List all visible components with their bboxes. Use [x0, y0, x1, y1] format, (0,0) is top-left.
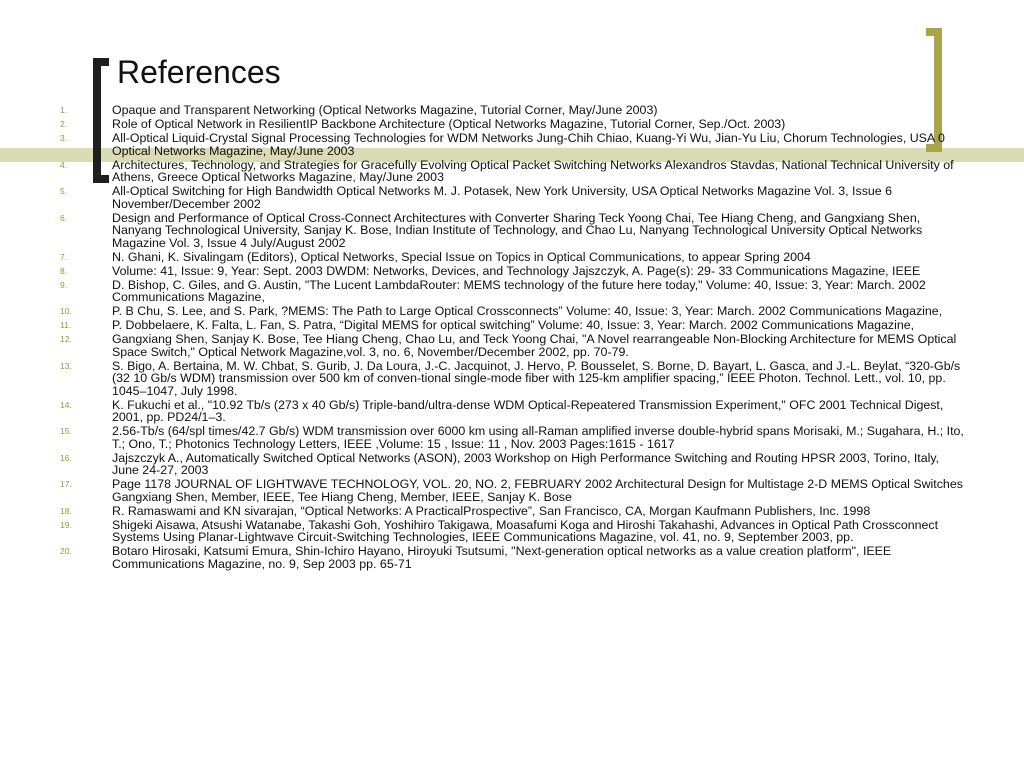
reference-item: [60, 425, 965, 450]
reference-number: 15.: [60, 426, 72, 436]
reference-text: Botaro Hirosaki, Katsumi Emura, Shin-Ichiro Hayano, Hiroyuki Tsutsumi, "Next-generation optical networks as a value creation platform", IEEE Communications Magazine, no. 9, Sep 2003 pp. 65-71: [112, 544, 892, 571]
reference-text: S. Bigo, A. Bertaina, M. W. Chbat, S. Gurib, J. Da Loura, J.-C. Jacquinot, J. Hervo, P. Bousselet, S. Borne, D. Bayart, L. Gasca, and J.-L. Beylat, “320-Gb/s (32 10 Gb/s WDM) transmission over 500 km of conven-tional single-mode fiber with 125-km amplifier spacing,” IEEE Photon. Technol. Lett., vol. 10, pp. 1045–1047, July 1998.: [112, 358, 961, 398]
reference-text: P. Dobbelaere, K. Falta, L. Fan, S. Patra, “Digital MEMS for optical switching” Volume: 40, Issue: 3, Year: March. 2002 Communications Magazine,: [112, 318, 915, 332]
reference-item: [60, 545, 965, 570]
reference-number: 6.: [60, 212, 68, 223]
reference-number: 9.: [60, 279, 68, 290]
reference-item: [60, 185, 965, 210]
reference-number: 2.: [60, 119, 68, 129]
reference-number: 4.: [60, 159, 68, 170]
reference-text: Architectures, Technology, and Strategies for Gracefully Evolving Optical Packet Switching Networks Alexandros Stavdas, National Technical University of Athens, Greece Optical Networks Magazine, May/June 2003: [112, 157, 954, 184]
reference-text: Opaque and Transparent Networking (Optical Networks Magazine, Tutorial Corner, May/June 2003): [112, 103, 658, 117]
reference-list: [60, 104, 965, 572]
reference-number: 19.: [60, 519, 72, 530]
reference-number: 14.: [60, 399, 72, 410]
reference-text: Role of Optical Network in ResilientIP Backbone Architecture (Optical Networks Magazine, Tutorial Corner, Sep./Oct. 2003): [112, 117, 786, 131]
reference-item: [60, 212, 965, 250]
reference-number: 8.: [60, 265, 68, 276]
reference-number: 1.: [60, 105, 68, 115]
reference-text: 2.56-Tb/s (64/spl times/42.7 Gb/s) WDM transmission over 6000 km using all-Raman amplified inverse double-hybrid spans Morisaki, M.; Sugahara, H.; Ito, T.; Ono, T.; Photonics Technology Letters, IEEE ,Volume: 15 , Issue: 11 , Nov. 2003 Pages:1615 - 1617: [112, 424, 964, 451]
reference-text: Shigeki Aisawa, Atsushi Watanabe, Takashi Goh, Yoshihiro Takigawa, Moasafumi Koga and Hiroshi Takahashi, Advances in Optical Path Crossconnect Systems Using Planar-Lightwave Circuit-Switching Technologies, IEEE Communications Magazine, vol. 41, no. 9, September 2003, pp.: [112, 517, 939, 544]
reference-item: [60, 399, 965, 424]
reference-number: 16.: [60, 452, 72, 463]
reference-item: [60, 505, 965, 518]
reference-item: [60, 104, 965, 117]
reference-text: K. Fukuchi et al., "10.92 Tb/s (273 x 40 Gb/s) Triple-band/ultra-dense WDM Optical-Repeatered Transmission Experiment," OFC 2001 Technical Digest, 2001, pp. PD24/1–3.: [112, 397, 944, 424]
reference-text: All-Optical Switching for High Bandwidth Optical Networks M. J. Potasek, New York University, USA Optical Networks Magazine Vol. 3, Issue 6 November/December 2002: [112, 184, 893, 211]
page-title: References: [117, 54, 281, 90]
reference-item: [60, 452, 965, 477]
reference-text: Gangxiang Shen, Sanjay K. Bose, Tee Hiang Cheng, Chao Lu, and Teck Yoong Chai, "A Novel rearrangeable Non-Blocking Architecture for MEMS Optical Space Switch," Optical Network Magazine,vol. 3, no. 6, November/December 2002, pp. 70-79.: [112, 332, 957, 359]
reference-item: [60, 319, 965, 332]
reference-text: Design and Performance of Optical Cross-Connect Architectures with Converter Sharing Teck Yoong Chai, Tee Hiang Cheng, and Gangxiang Shen, Nanyang Technological University, Sanjay K. Bose, Indian Institute of Technology, and Chao Lu, Nanyang Technological University Optical Networks Magazine Vol. 3, Issue 4 July/August 2002: [112, 210, 923, 250]
reference-text: All-Optical Liquid-Crystal Signal Processing Technologies for WDM Networks Jung-Chih Chiao, Kuang-Yi Wu, Jian-Yu Liu, Chorum Technologies, USA 0 Optical Networks Magazine, May/June 2003: [112, 131, 945, 158]
reference-number: 12.: [60, 334, 72, 344]
reference-text: D. Bishop, C. Giles, and G. Austin, "The Lucent LambdaRouter: MEMS technology of the future here today," Volume: 40, Issue: 3, Year: March. 2002 Communications Magazine,: [112, 277, 926, 304]
reference-text: Jajszczyk A., Automatically Switched Optical Networks (ASON), 2003 Workshop on High Performance Switching and Routing HPSR 2003, Torino, Italy, June 24-27, 2003: [112, 450, 940, 477]
reference-item: [60, 333, 965, 358]
reference-item: [60, 360, 965, 398]
reference-item: [60, 519, 965, 544]
reference-text: R. Ramaswami and KN sivarajan, “Optical Networks: A PracticalProspective”, San Francisco, CA, Morgan Kaufmann Publishers, Inc. 1998: [112, 503, 871, 518]
reference-number: 17.: [60, 479, 72, 489]
reference-item: [60, 478, 965, 503]
reference-text: N. Ghani, K. Sivalingam (Editors), Optical Networks, Special Issue on Topics in Optical Communications, to appear Spring 2004: [112, 249, 811, 264]
reference-number: 13.: [60, 360, 72, 371]
reference-item: [60, 251, 965, 264]
reference-item: [60, 118, 965, 131]
reference-item: [60, 132, 965, 157]
reference-number: 11.: [60, 320, 72, 330]
reference-number: 5.: [60, 186, 68, 196]
reference-number: 20.: [60, 546, 72, 556]
reference-number: 3.: [60, 133, 68, 143]
reference-text: P. B Chu, S. Lee, and S. Park, ?MEMS: The Path to Large Optical Crossconnects” Volume: 40, Issue: 3, Year: March. 2002 Communications Magazine,: [112, 304, 943, 318]
reference-number: 10.: [60, 306, 72, 316]
reference-item: [60, 279, 965, 304]
reference-text: Page 1178 JOURNAL OF LIGHTWAVE TECHNOLOGY, VOL. 20, NO. 2, FEBRUARY 2002 Architectural Design for Multistage 2-D MEMS Optical Switches Gangxiang Shen, Member, IEEE, Tee Hiang Cheng, Member, IEEE, Sanjay K. Bose: [112, 477, 963, 504]
reference-item: [60, 265, 965, 278]
reference-item: [60, 159, 965, 184]
reference-item: [60, 305, 965, 318]
reference-number: 18.: [60, 505, 72, 516]
reference-number: 7.: [60, 251, 68, 262]
reference-text: Volume: 41, Issue: 9, Year: Sept. 2003 DWDM: Networks, Devices, and Technology Jajszczyk, A. Page(s): 29- 33 Communications Magazine, IEEE: [112, 263, 921, 278]
